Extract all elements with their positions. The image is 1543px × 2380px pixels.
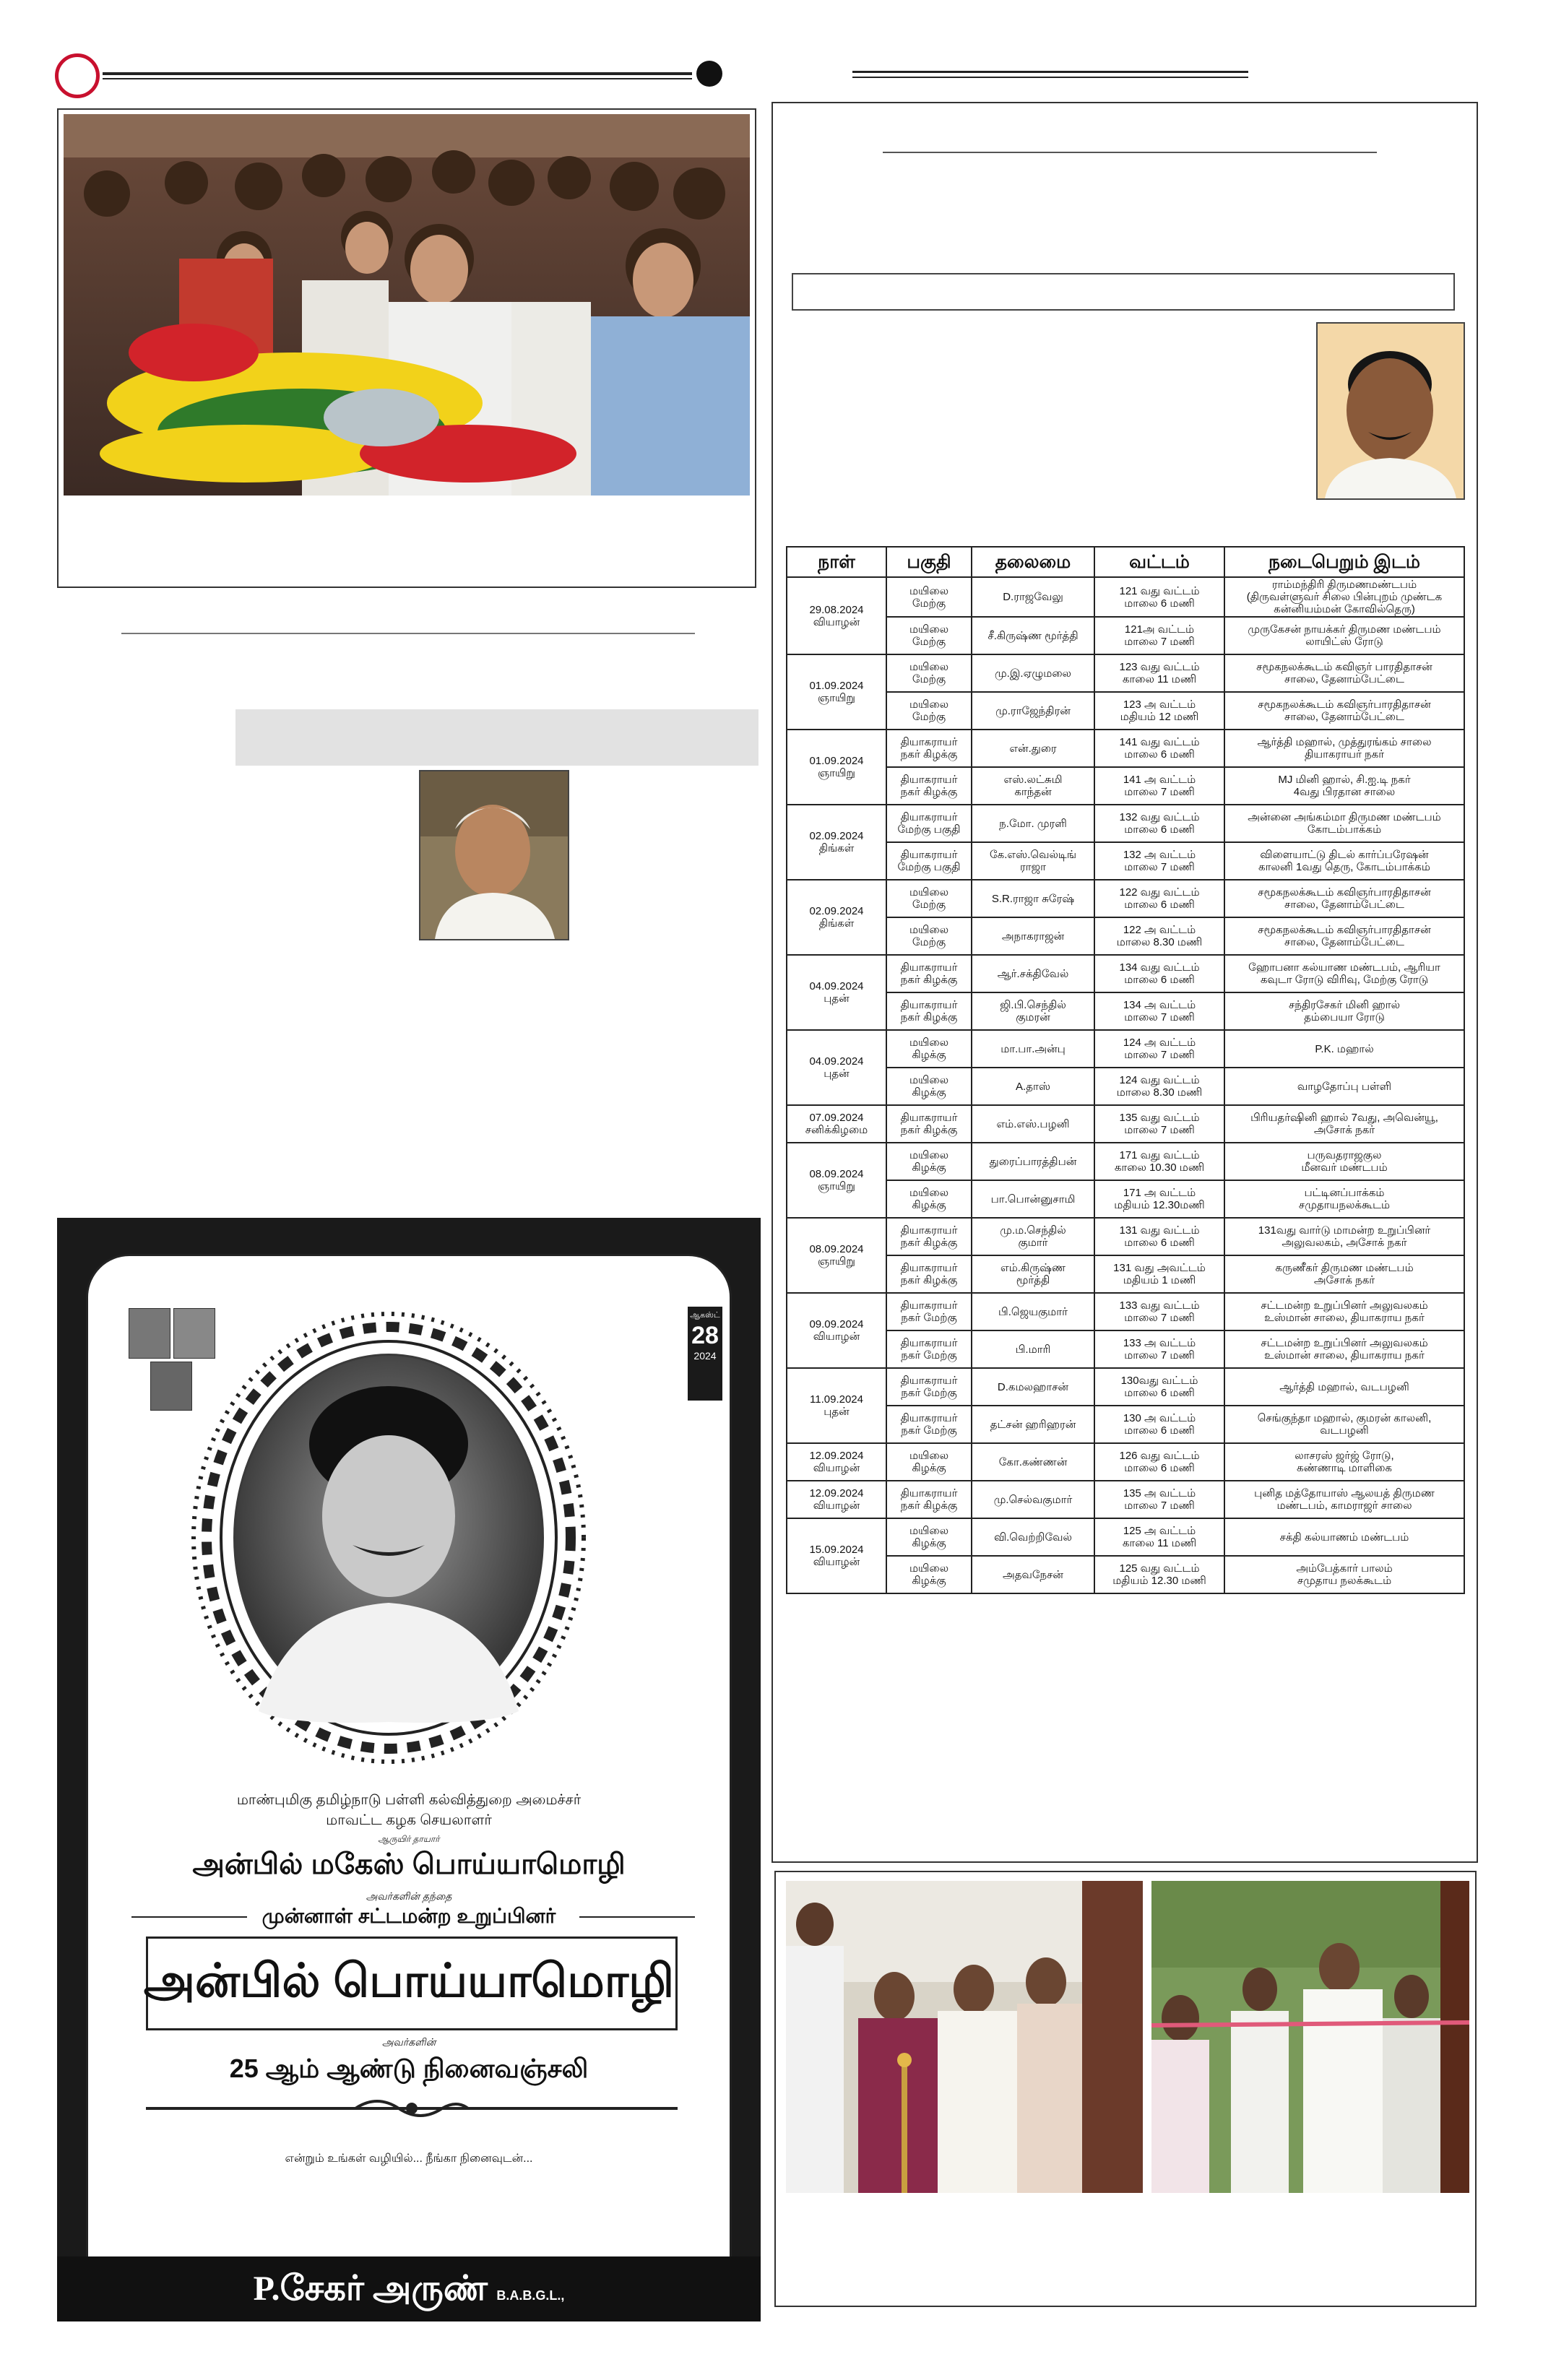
schedule-venue-cell: அன்னை அங்கம்மா திருமண மண்டபம் கோடம்பாக்கம் [1224,805,1464,842]
schedule-area-cell: மயிலை மேற்கு [886,577,972,617]
date-badge-year: 2024 [693,1350,717,1362]
schedule-header-row [787,547,1464,577]
schedule-ward-cell: 121அ வட்டம் மாலை 7 மணி [1094,617,1224,654]
schedule-leader-cell: சீ.கிருஷ்ண மூர்த்தி [972,617,1094,654]
ad-tagline: என்றும் உங்கள் வழியில்... நீங்கா நினைவுடன்... [285,2152,533,2165]
schedule-headline-rule [883,152,1377,153]
minister-name: அன்பில் மகேஸ் பொய்யாமொழி [192,1848,626,1880]
advertiser-degree: B.A.B.G.L., [496,2288,565,2303]
schedule-ward-cell: 130வது வட்டம் மாலை 6 மணி [1094,1368,1224,1406]
divider-ornament-graphic [348,2094,475,2123]
schedule-date-cell: 08.09.2024 ஞாயிறு [787,1143,886,1218]
schedule-row [787,1330,1464,1368]
header-area: பகுதி [886,547,972,577]
schedule-leader-cell: வி.வெற்றிவேல் [972,1518,1094,1556]
schedule-leader-cell: மு.ம.செந்தில் குமார் [972,1218,1094,1255]
schedule-area-cell: மயிலை கிழக்கு [886,1180,972,1218]
ribbon-cutting-photo-image [1151,1881,1469,2193]
schedule-area-cell: மயிலை மேற்கு [886,617,972,654]
advertiser-name: P.சேகர் அருண் [253,2269,488,2308]
leader-portrait-1 [129,1308,170,1359]
schedule-venue-cell: சந்திரசேகர் மினி ஹால் தம்பையா ரோடு [1224,992,1464,1030]
schedule-ward-cell: 130 அ வட்டம் மாலை 6 மணி [1094,1406,1224,1443]
schedule-leader-cell: மு.இ.ஏழுமலை [972,654,1094,692]
schedule-date-cell: 07.09.2024 சனிக்கிழமை [787,1105,886,1143]
schedule-venue-cell: முருகேசன் நாயக்கர் திருமண மண்டபம் லாயிட்ஸ் ரோடு [1224,617,1464,654]
schedule-leader-cell: அநாகராஜன் [972,917,1094,955]
schedule-leader-cell: அதவநேசன் [972,1556,1094,1593]
header-ward: வட்டம் [1094,547,1224,577]
schedule-subheading-box [792,273,1455,311]
schedule-leader-cell: தட்சன் ஹரிஹரன் [972,1406,1094,1443]
schedule-date-cell: 11.09.2024 புதன் [787,1368,886,1443]
schedule-area-cell: மயிலை கிழக்கு [886,1556,972,1593]
divider-ornament-icon [348,2094,475,2123]
schedule-area-cell: மயிலை கிழக்கு [886,1068,972,1105]
ornamental-frame [186,1307,591,1769]
schedule-row [787,1030,1464,1068]
schedule-area-cell: மயிலை மேற்கு [886,692,972,730]
schedule-leader-cell: துரைப்பாரத்திபன் [972,1143,1094,1180]
schedule-leader-cell: கே.எஸ்.வெல்டிங் ராஜா [972,842,1094,880]
schedule-ward-cell: 171 வது வட்டம் காலை 10.30 மணி [1094,1143,1224,1180]
funeral-photo [64,114,750,496]
portrait-minister [1316,322,1465,500]
headline-band [235,709,758,766]
schedule-area-cell: தியாகராயர் நகர் கிழக்கு [886,1481,972,1518]
schedule-area-cell: மயிலை கிழக்கு [886,1030,972,1068]
portrait-minister-image [1318,324,1464,498]
schedule-ward-cell: 133 அ வட்டம் மாலை 7 மணி [1094,1330,1224,1368]
schedule-ward-cell: 141 வது வட்டம் மாலை 6 மணி [1094,730,1224,767]
schedule-ward-cell: 122 அ வட்டம் மாலை 8.30 மணி [1094,917,1224,955]
schedule-row [787,805,1464,842]
schedule-venue-cell: புனித மத்தோயாஸ் ஆலயத் திருமண மண்டபம், காமராஜர் சாலை [1224,1481,1464,1518]
schedule-row [787,1143,1464,1180]
schedule-leader-cell: பி.மாரி [972,1330,1094,1368]
schedule-date-cell: 04.09.2024 புதன் [787,1030,886,1105]
schedule-leader-cell: A.தாஸ் [972,1068,1094,1105]
header-leader: தலைமை [972,547,1094,577]
schedule-row [787,1443,1464,1481]
schedule-row [787,654,1464,692]
masthead-emblem-icon [696,61,722,87]
schedule-venue-cell: லாசரஸ் ஜர்ஜ் ரோடு, கண்ணாடி மாளிகை [1224,1443,1464,1481]
schedule-leader-cell: ஜி.பி.செந்தில் குமரன் [972,992,1094,1030]
schedule-ward-cell: 135 வது வட்டம் மாலை 7 மணி [1094,1105,1224,1143]
schedule-row [787,880,1464,917]
schedule-leader-cell: கோ.கண்ணன் [972,1443,1094,1481]
schedule-date-cell: 02.09.2024 திங்கள் [787,880,886,955]
masthead-rule [103,72,692,75]
schedule-area-cell: தியாகராயர் நகர் மேற்கு [886,1406,972,1443]
schedule-leader-cell: மா.பா.அன்பு [972,1030,1094,1068]
ornamental-frame-graphic [186,1307,591,1769]
schedule-venue-cell: சக்தி கல்யாணம் மண்டபம் [1224,1518,1464,1556]
schedule-venue-cell: MJ மினி ஹால், சி.ஐ.டி நகர் 4வது பிரதான சாலை [1224,767,1464,805]
schedule-leader-cell: மு.செல்வகுமார் [972,1481,1094,1518]
schedule-area-cell: மயிலை கிழக்கு [886,1143,972,1180]
schedule-area-cell: மயிலை கிழக்கு [886,1443,972,1481]
schedule-row [787,1255,1464,1293]
schedule-row [787,617,1464,654]
date-badge [688,1307,722,1401]
schedule-area-cell: தியாகராயர் நகர் கிழக்கு [886,1105,972,1143]
right-header-rule-2 [852,77,1248,78]
schedule-ward-cell: 133 வது வட்டம் மாலை 7 மணி [1094,1293,1224,1330]
date-badge-day: 28 [691,1322,719,1349]
schedule-area-cell: தியாகராயர் நகர் கிழக்கு [886,1218,972,1255]
schedule-row [787,1556,1464,1593]
schedule-row [787,1481,1464,1518]
deceased-name: அன்பில் பொய்யாமொழி [143,1955,675,2007]
former-mla-title: முன்னாள் சட்டமன்ற உறுப்பினர் [262,1905,556,1927]
schedule-area-cell: தியாகராயர் நகர் கிழக்கு [886,1255,972,1293]
schedule-ward-cell: 131 வது அவட்டம் மதியம் 1 மணி [1094,1255,1224,1293]
schedule-leader-cell: ந.மோ. முரளி [972,805,1094,842]
portrait-elderly-man-image [420,771,568,939]
masthead-logo [55,53,100,98]
schedule-row [787,1068,1464,1105]
schedule-row [787,992,1464,1030]
schedule-date-cell: 12.09.2024 வியாழன் [787,1443,886,1481]
schedule-venue-cell: விளையாட்டு திடல் கார்ப்பரேஷன் காலனி 1வது தெரு, கோடம்பாக்கம் [1224,842,1464,880]
schedule-area-cell: தியாகராயர் நகர் கிழக்கு [886,992,972,1030]
schedule-date-cell: 01.09.2024 ஞாயிறு [787,654,886,730]
schedule-leader-cell: D.ராஜவேலு [972,577,1094,617]
schedule-venue-cell: ராம்மந்திரி திருமணமண்டபம் (திருவள்ளுவர் சிலை பின்புறம் முண்டக கன்னியம்மன் கோவில்தெரு) [1224,577,1464,617]
header-venue: நடைபெறும் இடம் [1224,547,1464,577]
schedule-leader-cell: S.R.ராஜா சுரேஷ் [972,880,1094,917]
date-badge-month: ஆகஸ்ட் [690,1311,720,1320]
schedule-area-cell: தியாகராயர் மேற்கு பகுதி [886,842,972,880]
schedule-ward-cell: 131 வது வட்டம் மாலை 6 மணி [1094,1218,1224,1255]
schedule-area-cell: தியாகராயர் நகர் மேற்கு [886,1293,972,1330]
schedule-ward-cell: 135 அ வட்டம் மாலை 7 மணி [1094,1481,1224,1518]
schedule-date-cell: 12.09.2024 வியாழன் [787,1481,886,1518]
memorial-card [86,1254,732,2261]
funeral-photo-image [64,114,750,496]
schedule-area-cell: தியாகராயர் நகர் மேற்கு [886,1368,972,1406]
schedule-ward-cell: 124 அ வட்டம் மாலை 7 மணி [1094,1030,1224,1068]
schedule-ward-cell: 126 வது வட்டம் மாலை 6 மணி [1094,1443,1224,1481]
schedule-row [787,1105,1464,1143]
schedule-venue-cell: சமூகநலக்கூடம் கவிஞர்பாரதிதாசன் சாலை, தேனாம்பேட்டை [1224,917,1464,955]
schedule-ward-cell: 125 வது வட்டம் மதியம் 12.30 மணி [1094,1556,1224,1593]
schedule-leader-cell: பா.பொன்னுசாமி [972,1180,1094,1218]
schedule-row [787,1368,1464,1406]
schedule-leader-cell: எம்.எஸ்.பழனி [972,1105,1094,1143]
lamp-lighting-photo [786,1881,1143,2193]
schedule-area-cell: மயிலை மேற்கு [886,654,972,692]
schedule-venue-cell: ஹோபனா கல்யாண மண்டபம், ஆரியா கவுடா ரோடு விரிவு, மேற்கு ரோடு [1224,955,1464,992]
schedule-row [787,1518,1464,1556]
ribbon-cutting-photo [1151,1881,1469,2193]
schedule-leader-cell: பி.ஜெயகுமார் [972,1293,1094,1330]
schedule-venue-cell: ஆர்த்தி மஹால், முத்துரங்கம் சாலை தியாகராயர் நகர் [1224,730,1464,767]
schedule-date-cell: 01.09.2024 ஞாயிறு [787,730,886,805]
schedule-venue-cell: P.K. மஹால் [1224,1030,1464,1068]
schedule-row [787,917,1464,955]
schedule-row [787,842,1464,880]
schedule-venue-cell: செங்குந்தா மஹால், குமரன் காலனி, வடபழனி [1224,1406,1464,1443]
schedule-venue-cell: ஆர்த்தி மஹால், வடபழனி [1224,1368,1464,1406]
schedule-date-cell: 08.09.2024 ஞாயிறு [787,1218,886,1293]
schedule-area-cell: மயிலை மேற்கு [886,880,972,917]
schedule-leader-cell: எம்.கிருஷ்ண மூர்த்தி [972,1255,1094,1293]
schedule-row [787,730,1464,767]
schedule-ward-cell: 123 வது வட்டம் காலை 11 மணி [1094,654,1224,692]
small-caption-1: ஆருயிர் தாயார் [378,1834,440,1844]
schedule-area-cell: மயிலை கிழக்கு [886,1518,972,1556]
schedule-venue-cell: பருவதராஜகுல மீனவர் மண்டபம் [1224,1143,1464,1180]
memorial-advertisement [57,1218,761,2321]
schedule-row [787,1180,1464,1218]
schedule-area-cell: தியாகராயர் நகர் கிழக்கு [886,767,972,805]
column-rule [121,633,695,634]
small-caption-2: அவர்களின் தந்தை [366,1890,452,1902]
schedule-date-cell: 02.09.2024 திங்கள் [787,805,886,880]
schedule-row [787,1406,1464,1443]
schedule-venue-cell: பட்டினப்பாக்கம் சமுதாயநலக்கூடம் [1224,1180,1464,1218]
schedule-ward-cell: 141 அ வட்டம் மாலை 7 மணி [1094,767,1224,805]
schedule-ward-cell: 134 அ வட்டம் மாலை 7 மணி [1094,992,1224,1030]
schedule-date-cell: 15.09.2024 வியாழன் [787,1518,886,1593]
schedule-ward-cell: 122 வது வட்டம் மாலை 6 மணி [1094,880,1224,917]
schedule-venue-cell: பிரியதர்ஷினி ஹால் 7வது, அவென்யூ, அசோக் நகர் [1224,1105,1464,1143]
portrait-elderly-man [419,770,569,940]
schedule-venue-cell: சட்டமன்ற உறுப்பினர் அலுவலகம் உஸ்மான் சாலை, தியாகராய நகர் [1224,1330,1464,1368]
schedule-row [787,1293,1464,1330]
schedule-venue-cell: சட்டமன்ற உறுப்பினர் அலுவலகம் உஸ்மான் சாலை, தியாகராய நகர் [1224,1293,1464,1330]
header-date: நாள் [787,547,886,577]
schedule-leader-cell: என்.துரை [972,730,1094,767]
schedule-leader-cell: மு.ராஜேந்திரன் [972,692,1094,730]
schedule-ward-cell: 124 வது வட்டம் மாலை 8.30 மணி [1094,1068,1224,1105]
schedule-area-cell: தியாகராயர் மேற்கு பகுதி [886,805,972,842]
schedule-row [787,955,1464,992]
ad-footer [57,2256,761,2321]
right-header-rule [852,71,1248,73]
schedule-leader-cell: எஸ்.லட்சுமி காந்தன் [972,767,1094,805]
schedule-ward-cell: 132 அ வட்டம் மாலை 7 மணி [1094,842,1224,880]
schedule-row [787,577,1464,617]
schedule-ward-cell: 134 வது வட்டம் மாலை 6 மணி [1094,955,1224,992]
meeting-schedule-table [786,546,1465,1594]
schedule-venue-cell: 131வது வார்டு மாமன்ற உறுப்பினர் அலுவலகம், அசோக் நகர் [1224,1218,1464,1255]
schedule-row [787,1218,1464,1255]
schedule-ward-cell: 132 வது வட்டம் மாலை 6 மணி [1094,805,1224,842]
minister-title-line: மாண்புமிகு தமிழ்நாடு பள்ளி கல்வித்துறை அமைச்சர் [236,1792,582,1808]
schedule-venue-cell: வாழதோப்பு பள்ளி [1224,1068,1464,1105]
schedule-date-cell: 29.08.2024 வியாழன் [787,577,886,654]
schedule-venue-cell: சமூகநலக்கூடம் கவிஞர்பாரதிதாசன் சாலை, தேனாம்பேட்டை [1224,692,1464,730]
masthead-rule-thin [103,78,692,79]
schedule-venue-cell: சமூகநலக்கூடம் கவிஞர்பாரதிதாசன் சாலை, தேனாம்பேட்டை [1224,880,1464,917]
schedule-ward-cell: 125 அ வட்டம் காலை 11 மணி [1094,1518,1224,1556]
small-caption-3: அவர்களின் [381,2036,436,2048]
schedule-venue-cell: சமூகநலக்கூடம் கவிஞர் பாரதிதாசன் சாலை, தேனாம்பேட்டை [1224,654,1464,692]
schedule-row [787,767,1464,805]
schedule-leader-cell: D.கமலஹாசன் [972,1368,1094,1406]
schedule-ward-cell: 121 வது வட்டம் மாலை 6 மணி [1094,577,1224,617]
schedule-venue-cell: கருணீகர் திருமண மண்டபம் அசோக் நகர் [1224,1255,1464,1293]
anniversary-title: 25 ஆம் ஆண்டு நினைவஞ்சலி [229,2054,589,2083]
lamp-lighting-photo-image [786,1881,1143,2193]
schedule-area-cell: தியாகராயர் நகர் கிழக்கு [886,730,972,767]
district-secretary-line: மாவட்ட கழக செயலாளர் [326,1812,492,1828]
schedule-area-cell: மயிலை மேற்கு [886,917,972,955]
schedule-ward-cell: 171 அ வட்டம் மதியம் 12.30மணி [1094,1180,1224,1218]
schedule-area-cell: தியாகராயர் நகர் கிழக்கு [886,955,972,992]
schedule-date-cell: 04.09.2024 புதன் [787,955,886,1030]
schedule-date-cell: 09.09.2024 வியாழன் [787,1293,886,1368]
schedule-leader-cell: ஆர்.சக்திவேல் [972,955,1094,992]
schedule-ward-cell: 123 அ வட்டம் மதியம் 12 மணி [1094,692,1224,730]
schedule-venue-cell: அம்பேத்கார் பாலம் சமுதாய நலக்கூடம் [1224,1556,1464,1593]
schedule-row [787,692,1464,730]
schedule-area-cell: தியாகராயர் நகர் மேற்கு [886,1330,972,1368]
